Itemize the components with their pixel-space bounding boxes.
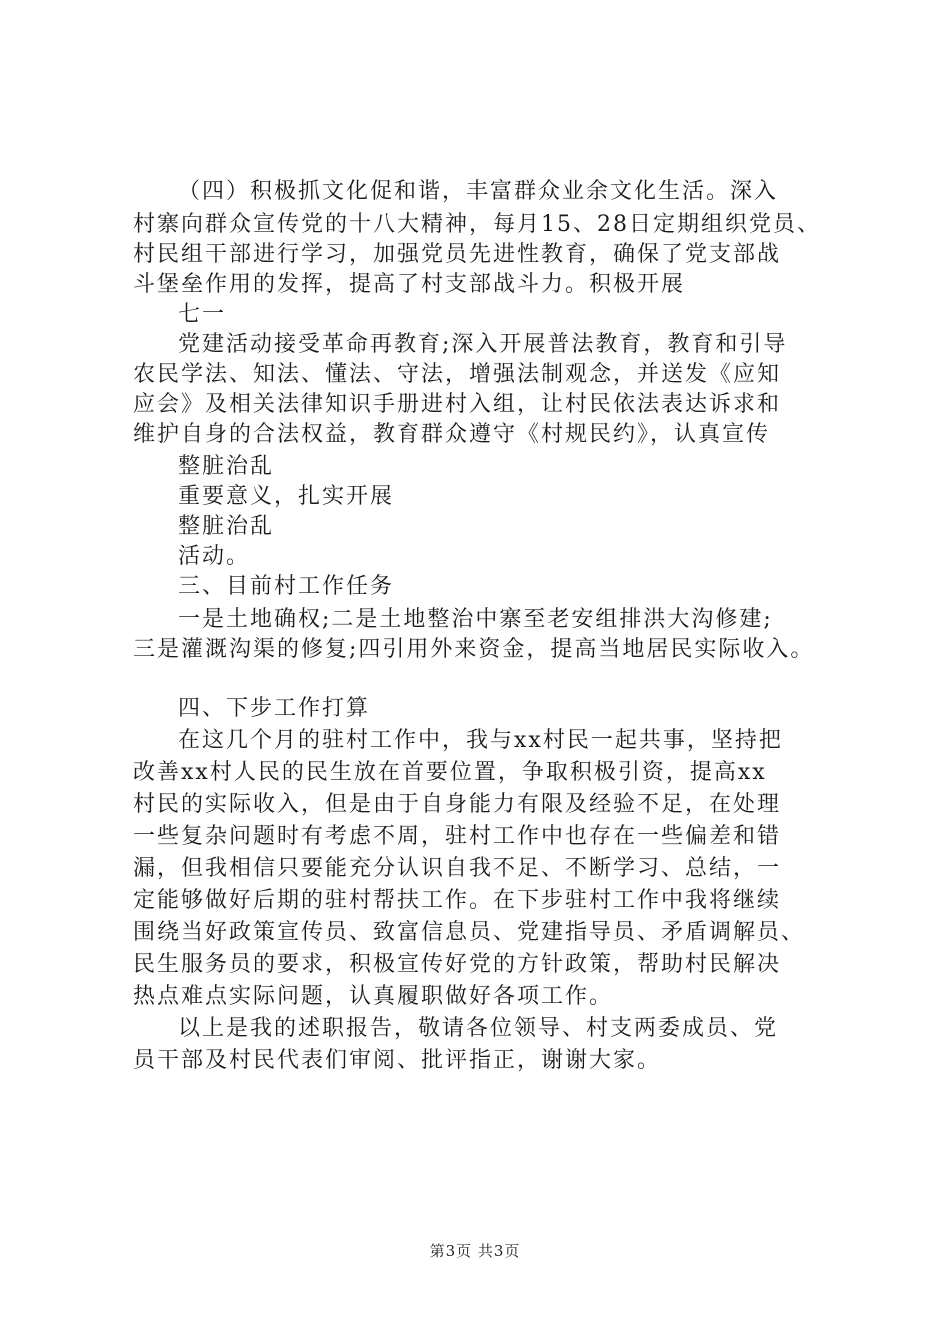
paragraph-line: 重要意义，扎实开展 [178, 484, 395, 509]
paragraph-line: 活动。 [178, 544, 251, 569]
paragraph-line: 民生服务员的要求，积极宣传好党的方针政策，帮助村民解决 [133, 952, 782, 977]
paragraph-line: 员干部及村民代表们审阅、批评指正，谢谢大家。 [133, 1048, 662, 1073]
paragraph-line: 在这几个月的驻村工作中，我与xx村民一起共事，坚持把 [178, 728, 783, 753]
paragraph-line: （四）积极抓文化促和谐，丰富群众业余文化生活。深入 [178, 179, 779, 204]
paragraph-line: 农民学法、知法、懂法、守法，增强法制观念，并送发《应知 [133, 362, 782, 387]
paragraph-line: 村寨向群众宣传党的十八大精神，每月15、28日定期组织党员、 [133, 212, 821, 237]
paragraph-line: 维护自身的合法权益，教育群众遵守《村规民约》，认真宣传 [133, 422, 771, 447]
paragraph-line: 党建活动接受革命再教育;深入开展普法教育，教育和引导 [178, 332, 788, 357]
paragraph-line: 整脏治乱 [178, 514, 275, 539]
paragraph-line: 村民的实际收入，但是由于自身能力有限及经验不足，在处理 [133, 792, 782, 817]
paragraph-line: 一些复杂问题时有考虑不周，驻村工作中也存在一些偏差和错 [133, 824, 782, 849]
paragraph-line: 七一 [178, 302, 227, 327]
paragraph-line: 漏，但我相信只要能充分认识自我不足、不断学习、总结，一 [133, 856, 782, 881]
paragraph-line: 热点难点实际问题，认真履职做好各项工作。 [133, 984, 614, 1009]
paragraph-line: 围绕当好政策宣传员、致富信息员、党建指导员、矛盾调解员、 [133, 920, 806, 945]
paragraph-line: 应会》及相关法律知识手册进村入组，让村民依法表达诉求和 [133, 392, 782, 417]
section-heading: 四、下步工作打算 [178, 696, 371, 721]
paragraph-line: 以上是我的述职报告，敬请各位领导、村支两委成员、党 [178, 1016, 779, 1041]
paragraph-line: 一是土地确权;二是土地整治中寨至老安组排洪大沟修建; [178, 607, 773, 632]
page-footer: 第3页 共3页 [429, 1242, 521, 1260]
paragraph-line: 定能够做好后期的驻村帮扶工作。在下步驻村工作中我将继续 [133, 888, 782, 913]
paragraph-line: 三是灌溉沟渠的修复;四引用外来资金，提高当地居民实际收入。 [133, 637, 815, 662]
paragraph-line: 村民组干部进行学习，加强党员先进性教育，确保了党支部战 [133, 242, 782, 267]
paragraph-line: 整脏治乱 [178, 454, 275, 479]
section-heading: 三、目前村工作任务 [178, 574, 395, 599]
paragraph-line: 斗堡垒作用的发挥，提高了村支部战斗力。积极开展 [133, 272, 686, 297]
paragraph-line: 改善xx村人民的民生放在首要位置，争取积极引资，提高xx [133, 760, 767, 785]
